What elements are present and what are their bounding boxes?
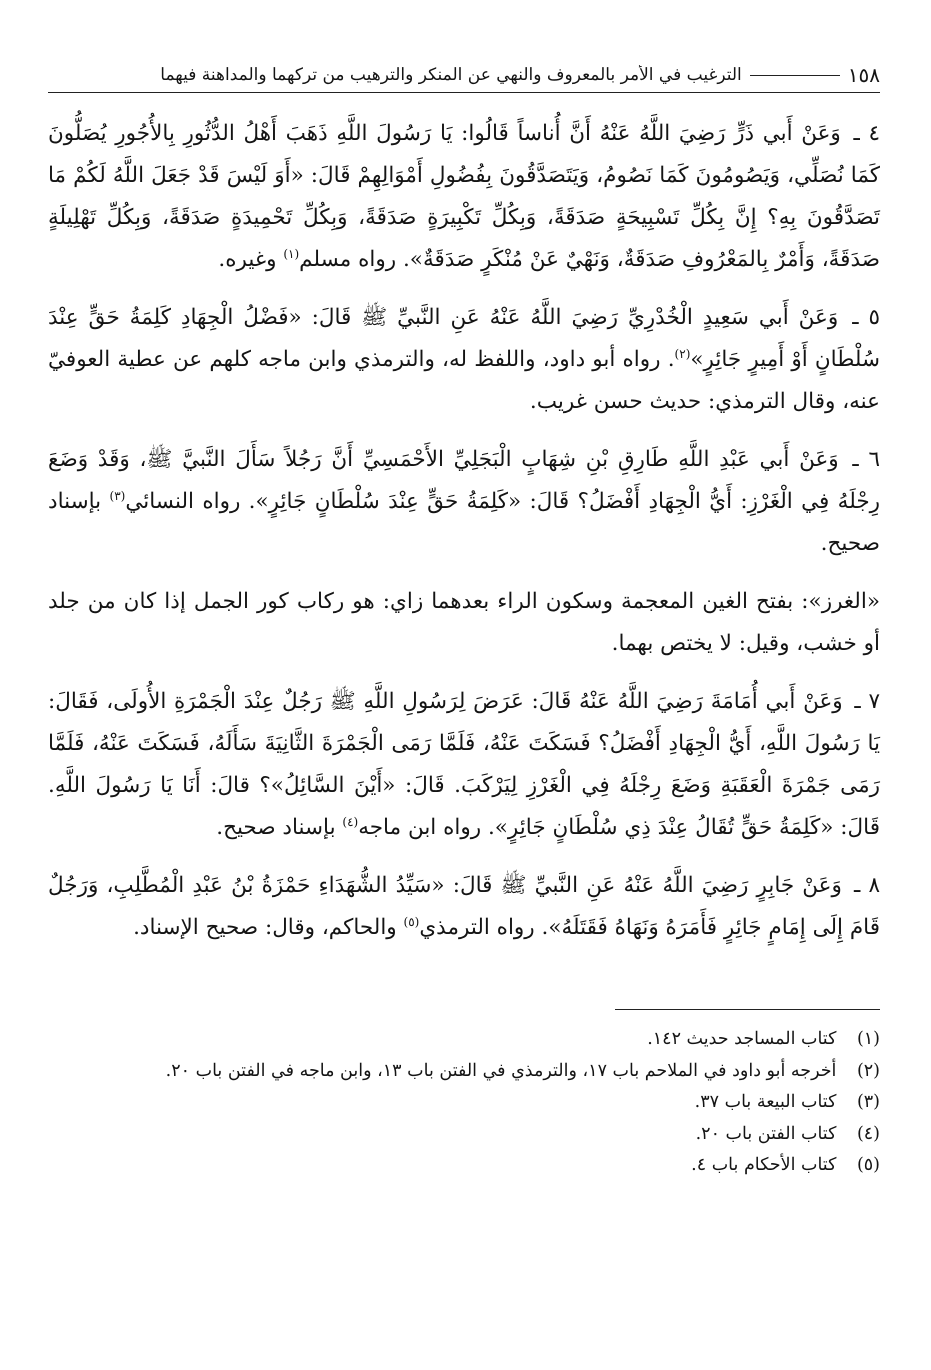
gloss-paragraph xyxy=(48,581,880,665)
footnote-ref: (١) xyxy=(283,246,300,261)
hadith-paragraph-4 xyxy=(48,113,880,281)
paragraph-tail: بإسناد صحيح. xyxy=(48,489,880,556)
footnote-number: (٤) xyxy=(856,1123,880,1144)
footnote-5 xyxy=(48,1150,880,1182)
footnote-number: (١) xyxy=(856,1029,880,1049)
footnote-ref: (٢) xyxy=(674,346,691,361)
paragraph-text: وَعَنْ جَابِرٍ رَضِيَ اللَّهُ عَنْهُ عَنِ النَّبيِّ ﷺ قَالَ: «سَيِّدُ الشُّهَدَاءِ حَمْزَةُ بْنُ عَبْدِ الْمُطَّلِبِ، وَرَجُلٌ قَامَ إِلَى إِمَامٍ جَائِرٍ فَأَمَرَهُ وَنَهَاهُ فَقَتَلَهُ». رواه الترمذي xyxy=(48,873,880,940)
running-header xyxy=(48,58,880,93)
footnote-ref: (٣) xyxy=(109,488,126,503)
paragraph-tail: والحاكم، وقال: صحيح الإسناد. xyxy=(133,915,404,940)
footnote-ref: (٥) xyxy=(403,914,420,929)
paragraph-text: وَعَنْ أَبي عَبْدِ اللَّهِ طَارِقِ بْنِ شِهَابٍ الْبَجَلِيِّ الأَحْمَسِيِّ أَنَّ رَجُلاً سَأَلَ النَّبيَّ ﷺ، وَقَدْ وَضَعَ رِجْلَهُ فِي الْغَرْزِ: أَيُّ الْجِهَادِ أَفْضَلُ؟ قَالَ: «كَلِمَةُ حَقٍّ عِنْدَ سُلْطَانٍ جَائِرٍ». رواه النسائي xyxy=(48,447,880,514)
footnote-text: كتاب الأحكام باب ٤. xyxy=(691,1155,837,1175)
running-title: الترغيب في الأمر بالمعروف والنهي عن المنكر والترهيب من تركهما والمداهنة فيهما xyxy=(160,65,742,85)
paragraph-number: ٤ ـ xyxy=(853,121,880,146)
footnote-3 xyxy=(48,1087,880,1119)
hadith-paragraph-6 xyxy=(48,439,880,565)
footnotes xyxy=(48,1024,880,1182)
main-text xyxy=(48,113,880,949)
paragraph-text: وَعَنْ أَبي أُمَامَةَ رَضِيَ اللَّهُ عَنْهُ قَالَ: عَرَضَ لِرَسُولِ اللَّهِ ﷺ رَجُلٌ عِنْدَ الْجَمْرَةِ الأُولَى، فَقَالَ: يَا رَسُولَ اللَّهِ، أَيُّ الْجِهَادِ أَفْضَلُ؟ فَسَكَتَ عَنْهُ، فَلَمَّا رَمَى الْجَمْرَةَ الثَّانِيَةَ سَأَلَهُ، فَسَكَتَ عَنْهُ، فَلَمَّا رَمَى جَمْرَةَ الْعَقَبَةِ وَضَعَ رِجْلَهُ فِي الْغَرْزِ لِيَرْكَبَ. قَالَ: «أَيْنَ السَّائِلُ»؟ قالَ: أَنَا يَا رَسُولَ اللَّهِ. قَالَ: «كَلِمَةُ حَقٍّ تُقَالُ عِنْدَ ذِي سُلْطَانٍ جَائِرٍ». رواه ابن ماجه xyxy=(48,689,880,840)
footnote-1 xyxy=(48,1024,880,1056)
paragraph-number: ٥ ـ xyxy=(852,305,880,330)
footnote-number: (٢) xyxy=(856,1060,880,1081)
header-rule xyxy=(750,75,840,76)
footnote-number: (٣) xyxy=(856,1092,880,1112)
footnote-text: كتاب المساجد حديث ١٤٢. xyxy=(647,1029,837,1049)
paragraph-tail: بإسناد صحيح. xyxy=(216,815,343,840)
paragraph-text: وَعَنْ أَبي سَعِيدٍ الْخُدْرِيِّ رَضِيَ اللَّهُ عَنْهُ عَنِ النَّبيِّ ﷺ قَالَ: «فَضْلُ الْجِهَادِ كَلِمَةُ حَقٍّ عِنْدَ سُلْطَانٍ أَوْ أَمِيرٍ جَائِرٍ» xyxy=(48,305,881,372)
paragraph-tail: . رواه أبو داود، واللفظ له، والترمذي وابن ماجه كلهم عن عطية العوفيّ عنه، وقال الترمذي: حديث حسن غريب. xyxy=(48,347,880,414)
page-number: ١٥٨ xyxy=(847,63,880,87)
paragraph-number: ٧ ـ xyxy=(854,689,880,714)
paragraph-number: ٨ ـ xyxy=(854,873,881,898)
book-page xyxy=(48,58,880,1348)
paragraph-number: ٦ ـ xyxy=(852,447,880,472)
paragraph-text: وَعَنْ أَبي ذَرٍّ رَضِيَ اللَّهُ عَنْهُ أَنَّ أُناساً قَالُوا: يَا رَسُولَ اللَّهِ ذَهَبَ أَهْلُ الدُّثُورِ بِالأُجُورِ يُصَلُّونَ كَمَا نُصَلِّي، وَيَصُومُونَ كَمَا نَصُومُ، وَيَتَصَدَّقُونَ بِفُضُولِ أَمْوَالِهِمْ قَالَ: «أَوَ لَيْسَ قَدْ جَعَلَ اللَّهُ لَكُمْ مَا تَصَدَّقُونَ بِهِ؟ إِنَّ بِكُلِّ تَسْبِيحَةٍ صَدَقَةً، وَبِكُلِّ تَكْبِيرَةٍ صَدَقَةً، وَبِكُلِّ تَحْمِيدَةٍ صَدَقَةً، وَبِكُلِّ تَهْلِيلَةٍ صَدَقَةً، وَأَمْرٌ بِالمَعْرُوفِ صَدَقَةٌ، وَنَهْيٌ عَنْ مُنْكَرٍ صَدَقَةٌ». رواه مسلم xyxy=(48,121,880,272)
footnote-divider-wrap xyxy=(48,965,880,1010)
footnote-4 xyxy=(48,1119,880,1151)
footnote-ref: (٤) xyxy=(342,814,359,829)
footnote-divider xyxy=(615,1009,880,1010)
hadith-paragraph-8 xyxy=(48,865,880,949)
hadith-paragraph-7 xyxy=(48,681,880,849)
footnote-number: (٥) xyxy=(856,1155,880,1175)
footnote-2 xyxy=(48,1056,880,1088)
footnote-text: كتاب الفتن باب ٢٠. xyxy=(695,1123,837,1144)
paragraph-tail: وغيره. xyxy=(218,247,284,272)
footnote-text: كتاب البيعة باب ٣٧. xyxy=(694,1092,837,1112)
hadith-paragraph-5 xyxy=(48,297,880,423)
paragraph-text: «الغرز»: بفتح الغين المعجمة وسكون الراء بعدهما زاي: هو ركاب كور الجمل إذا كان من جلد أو خشب، وقيل: لا يختص بهما. xyxy=(48,589,880,656)
footnote-text: أخرجه أبو داود في الملاحم باب ١٧، والترمذي في الفتن باب ١٣، وابن ماجه في الفتن باب ٢٠. xyxy=(165,1060,837,1081)
